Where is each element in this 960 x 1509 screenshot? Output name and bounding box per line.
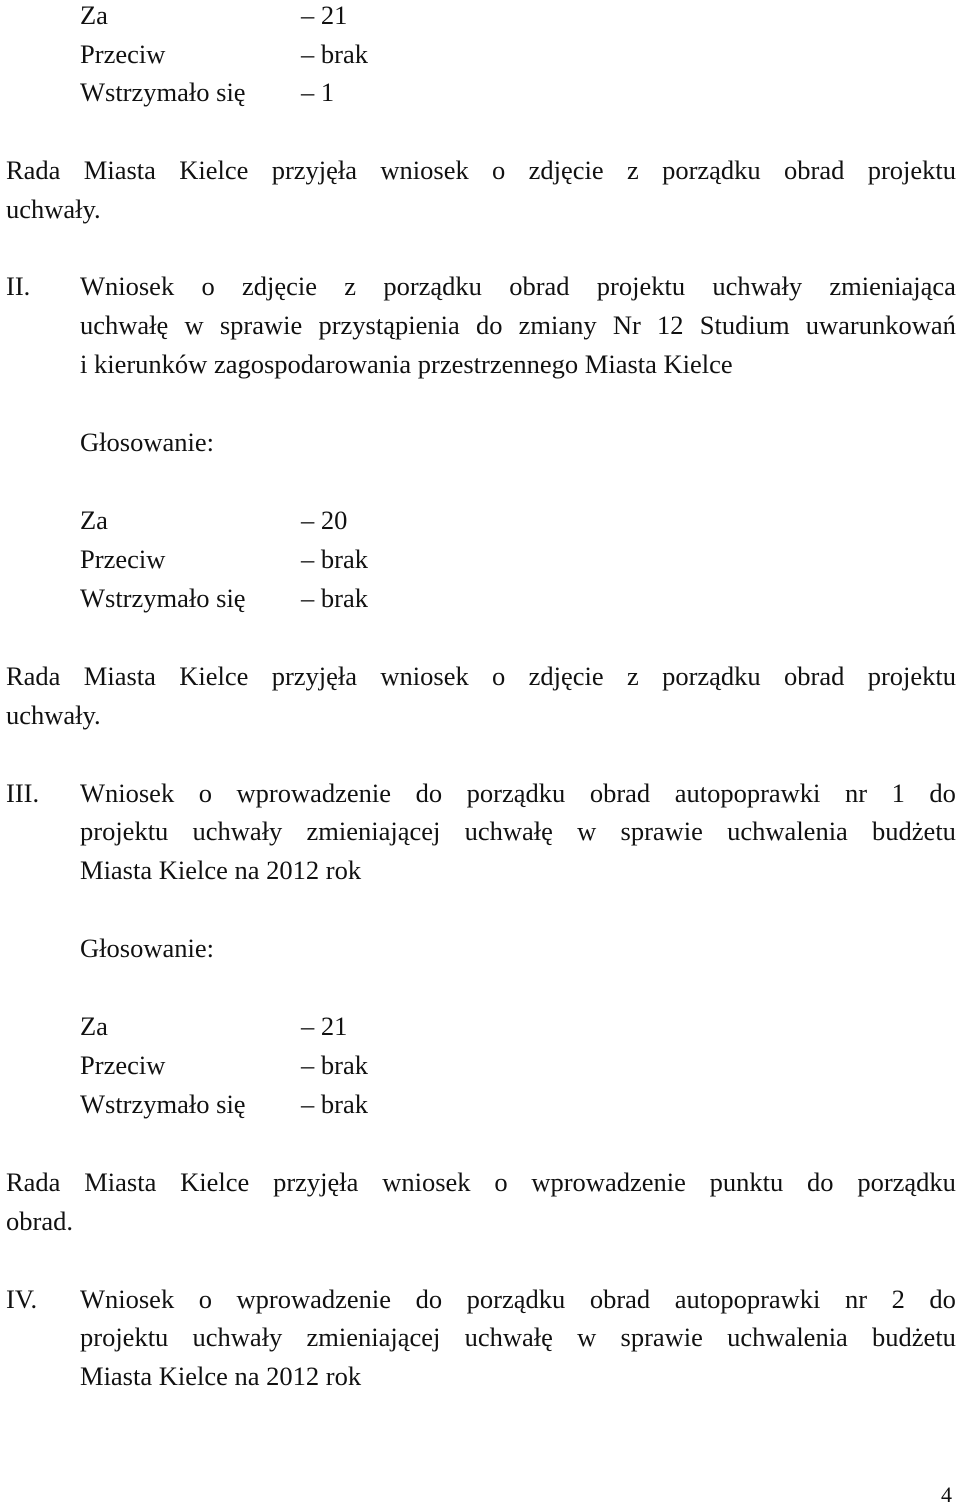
word: obrad (509, 271, 570, 301)
page-number: 4 (941, 1482, 952, 1507)
word: Miasta (84, 1167, 157, 1197)
word: uchwały (192, 1322, 283, 1352)
result-2-line-1 (6, 663, 956, 690)
section-4-line-3: Miasta Kielce na 2012 rok (80, 1361, 362, 1391)
word: zmieniająca (829, 271, 956, 301)
word: Rada (6, 1167, 61, 1197)
section-3-voting-label: Głosowanie: (80, 933, 214, 963)
word: sprawie (620, 1322, 703, 1352)
word: obrad (784, 661, 845, 691)
word: zmieniającej (306, 1322, 441, 1352)
section-3-za-value: – 21 (301, 1011, 348, 1041)
word: projektu (867, 155, 956, 185)
vote-przeciw-value: – brak (301, 39, 368, 69)
word: porządku (466, 778, 566, 808)
section-2-line-2 (80, 312, 956, 339)
section-2-number: II. (6, 271, 31, 301)
section-3-wstrzymalo-value: – brak (301, 1089, 368, 1119)
section-3-przeciw-value: – brak (301, 1050, 368, 1080)
section-3-wstrzymalo-label: Wstrzymało się (80, 1089, 246, 1119)
word: zdjęcie (241, 271, 318, 301)
word: obrad (589, 778, 651, 808)
word: porządku (466, 1284, 566, 1314)
word: Nr (612, 310, 641, 340)
section-4-line-2 (80, 1324, 956, 1351)
word: do (807, 1167, 834, 1197)
word: z (626, 155, 639, 185)
word: porządku (857, 1167, 956, 1197)
vote-za-label: Za (80, 0, 108, 30)
word: o (198, 1284, 212, 1314)
word: w (577, 1322, 597, 1352)
word: w (184, 310, 204, 340)
word: uchwalenia (727, 816, 848, 846)
word: z (626, 661, 639, 691)
word: autopoprawki (674, 778, 821, 808)
word: przyjęła (271, 155, 358, 185)
word: Wniosek (80, 1284, 175, 1314)
word: projektu (80, 816, 169, 846)
word: o (201, 271, 215, 301)
word: Rada (6, 661, 61, 691)
word: Miasta (83, 661, 156, 691)
section-2-line-1 (80, 273, 956, 300)
word: do (415, 778, 443, 808)
result-3-line-2: obrad. (6, 1206, 73, 1236)
section-4-number: IV. (6, 1284, 38, 1314)
section-2-line-3: i kierunków zagospodarowania przestrzennego Miasta Kielce (80, 349, 733, 379)
section-2-za-label: Za (80, 505, 108, 535)
word: do (929, 778, 956, 808)
word: zdjęcie (528, 155, 604, 185)
word: o (198, 778, 212, 808)
section-2-wstrzymalo-value: – brak (301, 583, 368, 613)
section-3-za-label: Za (80, 1011, 108, 1041)
section-3-przeciw-label: Przeciw (80, 1050, 166, 1080)
word: uchwalenia (727, 1322, 848, 1352)
word: porządku (662, 661, 761, 691)
result-3-line-1 (6, 1169, 956, 1196)
word: Kielce (180, 1167, 250, 1197)
word: o (492, 661, 506, 691)
result-1-line-1 (6, 157, 956, 184)
word: Wniosek (80, 778, 175, 808)
word: uchwały (712, 271, 803, 301)
word: w (577, 816, 597, 846)
word: Studium (699, 310, 790, 340)
section-3-number: III. (6, 778, 40, 808)
word: uchwałę (80, 310, 169, 340)
word: zmiany (518, 310, 597, 340)
word: budżetu (872, 1322, 956, 1352)
section-2-za-value: – 20 (301, 505, 348, 535)
word: wprowadzenie (236, 778, 392, 808)
word: porządku (662, 155, 761, 185)
word: Wniosek (80, 271, 175, 301)
word: porządku (383, 271, 482, 301)
word: uwarunkowań (805, 310, 956, 340)
word: zdjęcie (528, 661, 604, 691)
word: projektu (867, 661, 956, 691)
word: autopoprawki (674, 1284, 821, 1314)
word: obrad (589, 1284, 651, 1314)
word: wprowadzenie (236, 1284, 392, 1314)
word: nr (844, 1284, 868, 1314)
vote-wstrzymalo-label: Wstrzymało się (80, 77, 246, 107)
vote-za-value: – 21 (301, 0, 348, 30)
word: nr (844, 778, 868, 808)
word: punktu (709, 1167, 784, 1197)
word: obrad (784, 155, 845, 185)
word: wprowadzenie (531, 1167, 686, 1197)
word: do (415, 1284, 443, 1314)
vote-wstrzymalo-value: – 1 (301, 77, 335, 107)
word: projektu (80, 1322, 169, 1352)
word: sprawie (620, 816, 703, 846)
word: o (492, 155, 506, 185)
word: wniosek (382, 1167, 471, 1197)
word: sprawie (219, 310, 303, 340)
word: uchwałę (464, 816, 553, 846)
word: z (344, 271, 357, 301)
word: o (494, 1167, 508, 1197)
word: 2 (891, 1284, 905, 1314)
result-2-line-2: uchwały. (6, 700, 101, 730)
result-1-line-2: uchwały. (6, 194, 101, 224)
word: wniosek (380, 155, 469, 185)
word: budżetu (872, 816, 956, 846)
section-2-przeciw-label: Przeciw (80, 544, 166, 574)
section-2-voting-label: Głosowanie: (80, 427, 214, 457)
section-3-line-2 (80, 818, 956, 845)
section-2-wstrzymalo-label: Wstrzymało się (80, 583, 246, 613)
word: do (929, 1284, 956, 1314)
section-3-line-1 (80, 780, 956, 807)
word: uchwałę (464, 1322, 553, 1352)
section-4-line-1 (80, 1286, 956, 1313)
word: 12 (657, 310, 684, 340)
section-2-przeciw-value: – brak (301, 544, 368, 574)
word: Miasta (83, 155, 156, 185)
word: Kielce (179, 155, 249, 185)
word: do (475, 310, 503, 340)
word: Rada (6, 155, 61, 185)
word: 1 (891, 778, 905, 808)
word: zmieniającej (306, 816, 441, 846)
word: uchwały (192, 816, 283, 846)
word: Kielce (179, 661, 249, 691)
word: przyjęła (273, 1167, 359, 1197)
word: przyjęła (271, 661, 358, 691)
vote-przeciw-label: Przeciw (80, 39, 166, 69)
word: przystąpienia (318, 310, 460, 340)
word: projektu (596, 271, 686, 301)
section-3-line-3: Miasta Kielce na 2012 rok (80, 855, 362, 885)
word: wniosek (380, 661, 469, 691)
